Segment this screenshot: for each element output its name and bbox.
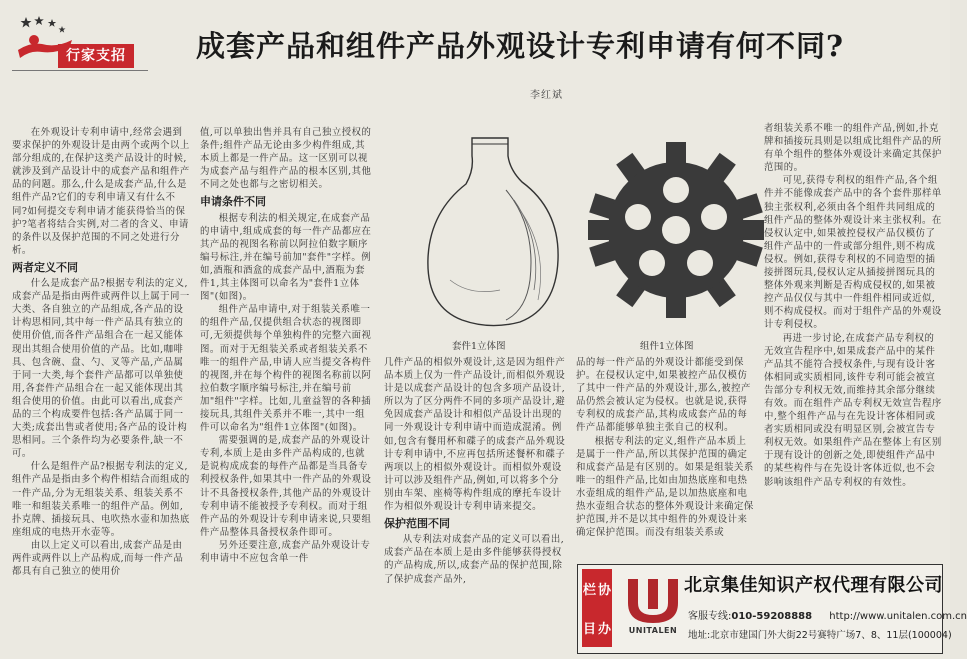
body-paragraph: 可见,获得专利权的组件产品,各个组件并不能像成套产品中的各个套件那样单独主张权利,必须由各个组件共同组成的组件产品的整体外观设计来主张权利。在侵权认定中,如果被控侵权产品仅模仿了组件产品中的一件或部分组件,则不构成侵权。例如,获得专利权的不同造型的插接拼图玩具,侵权认定从插接拼图玩具的整体外观来判断是否构成侵权的,如果被控产品仅仅与其中一件组件相同或近似,则不构成侵权。而对于组件产品的外观设计专利侵权。 <box>764 175 942 331</box>
ad-tag-char: 协 <box>597 583 611 598</box>
body-paragraph: 另外还要注意,成套产品外观设计专利申请中不应包含单一件 <box>200 539 371 564</box>
bottle-drawing-icon <box>410 130 580 330</box>
column-3 <box>384 356 568 654</box>
subheading: 保护范围不同 <box>384 517 450 531</box>
figure-bottle-caption: 套件1立体图 <box>452 341 506 352</box>
ad-tag-char: 栏 <box>582 583 596 598</box>
body-paragraph: 几件产品的相似外观设计,这是因为组件产品本质上仅为一件产品设计,而相似外观设计是以成套产品设计的包含多项产品设计,所以为了区分两件不同的多项产品设计,避免因成套产品设计和相似产品设计出现的同一外观设计专利申请中而造成混淆。例如,包含有餐用杯和碟子的成套产品外观设计专利申请中,不应再包括所述餐杯和碟子两项以上的相似外观设计。而相似外观设计可以涉及组件产品,例如,可以将多个分别由车架、座椅等构件组成的摩托车设计作为相似外观设计专利申请来提交。 <box>384 357 566 513</box>
body-paragraph: 再进一步讨论,在成套产品专利权的无效宣告程序中,如果成套产品中的某件产品其不能符合授权条件,与现有设计客体相同或实质相同,该件专利可能会被宣告部分专利权无效,而维持其余部分继续有效。而在组件产品专利权无效宣告程序中,整个组件产品与在先设计客体相同或者实质相同或没有明显区别,会被宣告专利权无效。如果组件产品在整体上有区别于现有设计的创新之处,即使组件产品中的某些构件与在先设计客体近似,也不会影响该组件产品专利权的有效性。 <box>764 332 942 488</box>
ad-hotline-label: 客服专线: <box>688 611 732 622</box>
ad-tag-char: 办 <box>597 622 611 637</box>
body-paragraph: 什么是组件产品?根据专利法的定义,组件产品是指由多个构件相结合而组成的一件产品,分为无组装关系、组装关系不唯一和组装关系唯一的组件产品。例如,扑克牌、插接玩具、电吹热水壶和加热底座组成的电热开水壶等。 <box>12 461 190 538</box>
column-3b <box>576 356 754 562</box>
body-paragraph: 在外观设计专利申请中,经常会遇到要求保护的外观设计是由两个或两个以上部分组成的,在保护这类产品设计的时候,就涉及到产品设计中的成套产品和组件产品的问题。那么,什么是成套产品,什么是组件产品?它们的专利申请又有什么不同?如何提交专利申请才能获得恰当的保护?笔者将结合实例,对二者的含义、申请的条件以及保护范围的不同之处进行分析。 <box>12 127 190 256</box>
column-2 <box>200 126 374 654</box>
body-paragraph: 什么是成套产品?根据专利法的定义,成套产品是指由两件或两件以上属于同一大类、各自独立的产品组成,各产品的设计构思相同,其中每一件产品具有独立的使用价值,而各件产品组合在一起又能体现出其组合使用价值的产品。比如,咖啡具、包含碗、盘、勺、叉等产品,产品属于同一大类,每个套件产品都可以单独使用,各套件产品组合在一起又能体现出其组合使用的价值。由此可以看出,成套产品的三个构成要件包括:各产品属于同一大类;成套出售或者使用;各产品的设计构思相同。三个条件均为必要条件,缺一不可。 <box>12 278 190 460</box>
unitalen-logo <box>622 575 684 641</box>
figure-gear <box>598 130 758 330</box>
ad-box <box>577 564 967 654</box>
gear-drawing-icon <box>598 130 758 330</box>
tag-underline <box>12 70 148 71</box>
byline: 李红斌 <box>530 90 563 101</box>
ad-url: http://www.unitalen.com.cn <box>829 611 967 622</box>
unitalen-logo-icon <box>622 575 684 625</box>
ad-hotline: 010-59208888 <box>731 611 813 622</box>
body-paragraph: 根据专利法的相关规定,在成套产品的申请中,组成成套的每一件产品都应在其产品的视图名称前以阿拉伯数字顺序编号标注,并在编号前加"套件"字样。例如,酒瓶和酒盒的成套产品中,酒瓶为套件1,其主体图可以命名为"套件1立体图"(如图)。 <box>200 212 372 303</box>
ad-hotline-line <box>688 607 967 622</box>
body-paragraph: 根据专利法的定义,组件产品本质上是属于一件产品,所以其保护范围的确定和成套产品是有区别的。如果是组装关系唯一的组件产品,比如由加热底座和电热水壶组成的组件产品,是以加热底座和电热水壶组合状态的整体外观设计来确定保护范围,并不是以其中组件的外观设计来确定保护范围。而没有组装关系或 <box>576 435 754 539</box>
body-paragraph: 需要强调的是,成套产品的外观设计专利,本质上是由多件产品构成的,也就是说构成成套的每件产品都是当具备专利授权条件,如果其中一件产品的外观设计不具备授权条件,其他产品的外观设计专利申请不能被授予专利权。而对于组件产品的外观设计专利申请来说,只要组件产品整体具备授权条件即可。 <box>200 435 372 538</box>
unitalen-logo-text: UNITALEN <box>628 626 678 635</box>
section-tag <box>58 44 134 68</box>
column-1 <box>12 126 190 654</box>
headline: 成套产品和组件产品外观设计专利申请有何不同? <box>196 29 844 63</box>
ad-tag-char: 目 <box>582 622 596 637</box>
body-paragraph: 由以上定义可以看出,成套产品是由两件或两件以上产品构成,而每一件产品都具有自己独立的使用价 <box>12 539 184 578</box>
section-tag-label: 行家支招 <box>66 48 126 64</box>
subheading: 申请条件不同 <box>200 195 266 209</box>
body-paragraph: 值,可以单独出售并具有自己独立授权的条件;组件产品无论由多少构件组成,其本质上都是一件产品。这一区别可以视为成套产品与组件产品的根本区别,其他不同之处也都与之密切相关。 <box>200 127 372 191</box>
ad-address: 地址:北京市建国门外大街22号赛特广场7、8、11层(100004) <box>688 630 952 641</box>
body-paragraph: 组件产品申请中,对于组装关系唯一的组件产品,仅提供组合状态的视图即可,无须提供每个单独构件的完整六面视图。而对于无组装关系或者组装关系不唯一的组件产品,申请人应当提交各构件的视图,并在每个构件的视图名称前以阿拉伯数字顺序编号标注,并在编号前加"组件"字样。比如,儿童益智的各种插接玩具,其组件关系并不唯一,其中一组件可以命名为"组件1立体图"(如图)。 <box>200 304 372 434</box>
subheading: 两者定义不同 <box>12 260 78 274</box>
ad-tag <box>582 569 612 647</box>
body-paragraph: 从专利法对成套产品的定义可以看出,成套产品在本质上是由多件能够获得授权的产品构成,所以,成套产品的保护范围,除了保护成套产品外, <box>384 534 565 585</box>
figure-gear-caption: 组件1立体图 <box>640 341 694 352</box>
body-paragraph: 品的每一件产品的外观设计都能受到保护。在侵权认定中,如果被控产品仅模仿了其中一件产品的外观设计,那么,被控产品仍然会被认定为侵权。也就是说,获得专利权的成套产品,其构成成套产品的每件产品都能够单独主张自己的权利。 <box>576 357 751 434</box>
body-paragraph: 者组装关系不唯一的组件产品,例如,扑克牌和插接玩具则是以组成比组件产品的所有单个组件的整体外观设计来确定其保护范围的。 <box>764 123 942 174</box>
ad-company: 北京集佳知识产权代理有限公司 <box>684 575 943 596</box>
column-4 <box>764 122 942 562</box>
figure-bottle <box>410 130 580 350</box>
